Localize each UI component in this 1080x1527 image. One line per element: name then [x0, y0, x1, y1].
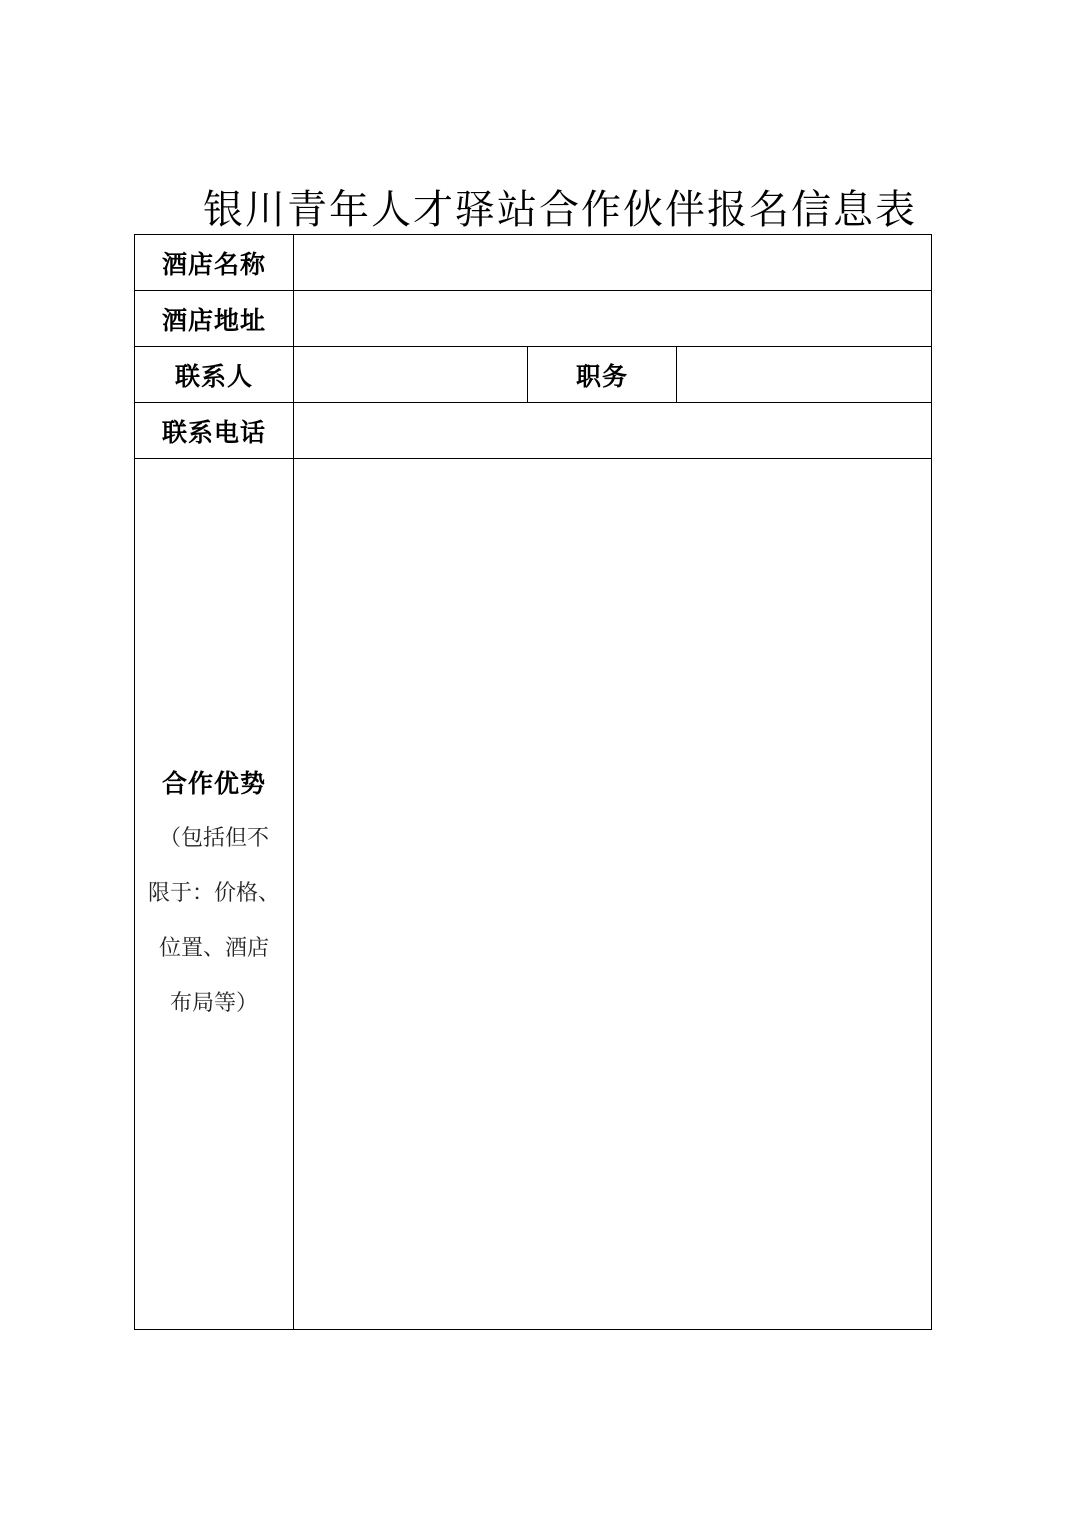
advantages-note: [135, 811, 293, 1031]
hotel-name-label: 酒店名称: [135, 235, 294, 291]
advantages-label-cell: [135, 459, 294, 1330]
hotel-name-row: [135, 235, 932, 291]
advantages-label: 合作优势: [161, 769, 266, 798]
contact-person-label: 联系人: [135, 347, 294, 403]
advantages-note-line: 限于：价格、: [147, 881, 280, 906]
advantages-field[interactable]: [294, 459, 932, 1330]
position-label: 职务: [528, 347, 677, 403]
contact-phone-label: 联系电话: [135, 403, 294, 459]
contact-phone-field[interactable]: [294, 403, 932, 459]
hotel-name-field[interactable]: [294, 235, 932, 291]
hotel-address-field[interactable]: [294, 291, 932, 347]
contact-phone-row: [135, 403, 932, 459]
contact-person-field[interactable]: [294, 347, 528, 403]
position-field[interactable]: [677, 347, 932, 403]
advantages-note-line: （包括但不: [158, 826, 269, 851]
advantages-note-line: 布局等）: [169, 991, 258, 1016]
contact-person-row: [135, 347, 932, 403]
registration-form-table: [134, 234, 932, 1330]
advantages-row: [135, 459, 932, 1330]
page-title: 银川青年人才驿站合作伙伴报名信息表: [203, 187, 917, 233]
advantages-note-line: 位置、酒店: [158, 936, 269, 961]
hotel-address-label: 酒店地址: [135, 291, 294, 347]
hotel-address-row: [135, 291, 932, 347]
